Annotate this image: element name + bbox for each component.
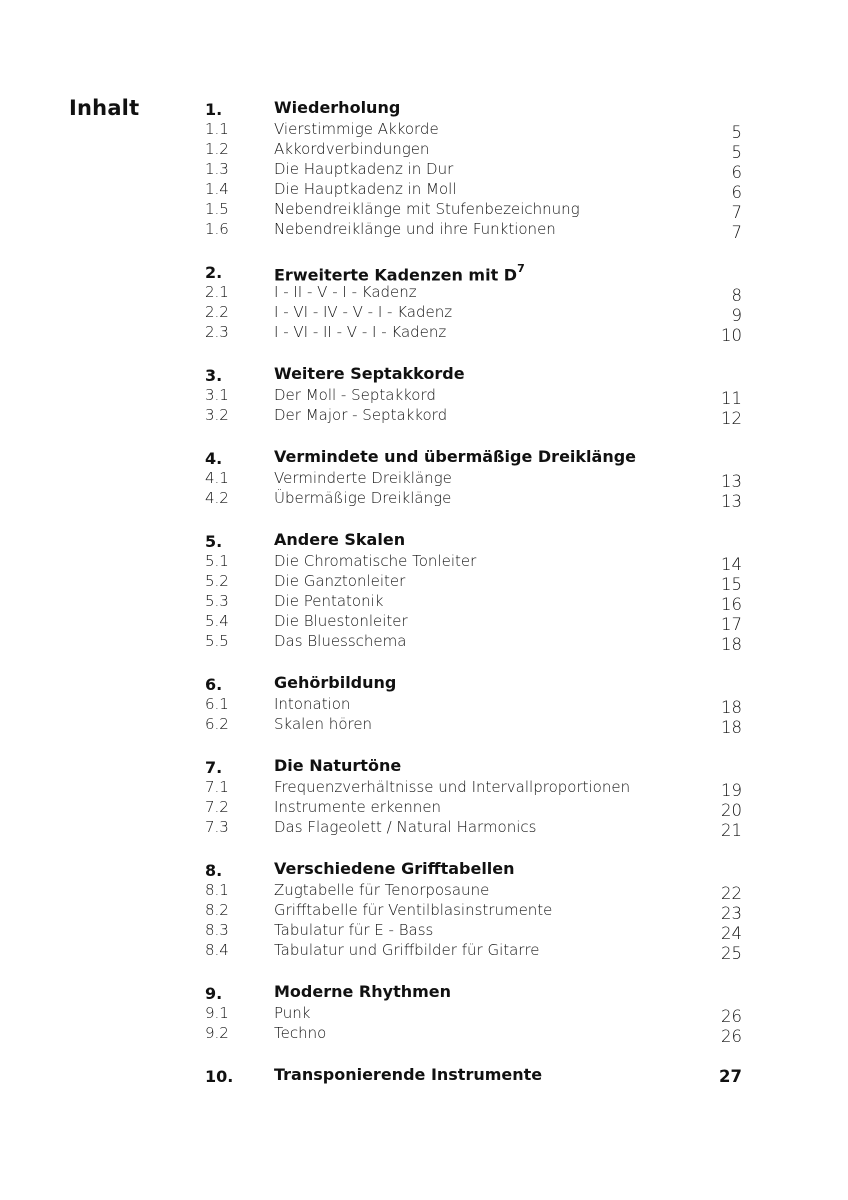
entry-title: Nebendreiklänge mit Stufenbezeichnung (274, 200, 580, 218)
section-title (274, 96, 400, 119)
section-title (274, 362, 465, 385)
toc-entry (205, 302, 750, 325)
toc-section (205, 754, 750, 840)
page-number: 25 (721, 944, 742, 963)
entry-number: 8.3 (205, 921, 229, 939)
section-number: 3. (205, 366, 223, 385)
page-number: 18 (721, 635, 742, 654)
section-title-text: Erweiterte Kadenzen mit D (274, 265, 518, 285)
section-heading (205, 980, 750, 1003)
section-number: 8. (205, 861, 223, 880)
entry-number: 5.5 (205, 632, 229, 650)
page-number: 19 (721, 781, 742, 800)
page-number: 18 (721, 718, 742, 737)
section-heading (205, 857, 750, 880)
toc-entry (205, 139, 750, 162)
page-number: 8 (731, 286, 742, 305)
section-number: 4. (205, 449, 223, 468)
entry-number: 4.2 (205, 489, 229, 507)
entry-title: Der Major - Septakkord (274, 406, 448, 424)
page-number: 10 (721, 326, 742, 345)
entry-title: Die Chromatische Tonleiter (274, 552, 477, 570)
toc-section (205, 528, 750, 654)
entry-number: 1.1 (205, 120, 229, 138)
entry-title: Frequenzverhältnisse und Intervallproportionen (274, 778, 631, 796)
entry-number: 8.2 (205, 901, 229, 919)
toc-entry (205, 777, 750, 800)
page-number: 9 (731, 306, 742, 325)
entry-title: I - VI - II - V - I - Kadenz (274, 323, 447, 341)
entry-number: 3.1 (205, 386, 229, 404)
toc-entry (205, 940, 750, 963)
entry-title: Die Hauptkadenz in Dur (274, 160, 454, 178)
entry-title: Die Pentatonik (274, 592, 384, 610)
toc-entry (205, 159, 750, 182)
section-title-text: Weitere Septakkorde (274, 364, 465, 383)
toc-section (205, 671, 750, 737)
page-number: 24 (721, 924, 742, 943)
section-title-text: Transponierende Instrumente (274, 1065, 543, 1084)
toc-entry (205, 405, 750, 428)
page-number: 26 (721, 1027, 742, 1046)
toc-entry (205, 694, 750, 717)
entry-number: 6.2 (205, 715, 229, 733)
toc-entry (205, 880, 750, 903)
section-title (274, 980, 451, 1003)
entry-title: Instrumente erkennen (274, 798, 442, 816)
page-number: 21 (721, 821, 742, 840)
toc-section (205, 445, 750, 511)
entry-number: 1.6 (205, 220, 229, 238)
page-title: Inhalt (69, 96, 140, 120)
superscript: 7 (517, 262, 525, 275)
page-number: 6 (731, 183, 742, 202)
toc-section (205, 1063, 750, 1086)
toc-entry (205, 322, 750, 345)
toc-section (205, 259, 750, 345)
toc-entry (205, 797, 750, 820)
section-title-text: Vermindete und übermäßige Dreiklänge (274, 447, 637, 466)
section-heading (205, 445, 750, 468)
page-number: 16 (721, 595, 742, 614)
toc-entry (205, 119, 750, 142)
entry-title: Zugtabelle für Tenorposaune (274, 881, 490, 899)
section-title-text: Moderne Rhythmen (274, 982, 452, 1001)
entry-title: Das Bluesschema (274, 632, 407, 650)
entry-title: Tabulatur und Griffbilder für Gitarre (274, 941, 540, 959)
page-number: 13 (721, 492, 742, 511)
section-heading (205, 96, 750, 119)
page-number: 26 (721, 1007, 742, 1026)
page-number: 7 (731, 203, 742, 222)
section-title (274, 857, 515, 880)
section-title-text: Die Naturtöne (274, 756, 402, 775)
page-number: 12 (721, 409, 742, 428)
entry-title: Die Ganztonleiter (274, 572, 406, 590)
entry-title: Die Hauptkadenz in Moll (274, 180, 457, 198)
entry-number: 6.1 (205, 695, 229, 713)
entry-title: I - VI - IV - V - I - Kadenz (274, 303, 453, 321)
toc-entry (205, 920, 750, 943)
table-of-contents (205, 96, 750, 1106)
toc-section (205, 96, 750, 242)
entry-number: 5.1 (205, 552, 229, 570)
entry-title: Die Bluestonleiter (274, 612, 408, 630)
section-number: 6. (205, 675, 223, 694)
section-title (274, 671, 396, 694)
toc-entry (205, 282, 750, 305)
section-title-text: Wiederholung (274, 98, 401, 117)
entry-title: Grifftabelle für Ventilblasinstrumente (274, 901, 553, 919)
entry-title: Das Flageolett / Natural Harmonics (274, 818, 537, 836)
section-heading (205, 362, 750, 385)
entry-number: 8.4 (205, 941, 229, 959)
toc-entry (205, 571, 750, 594)
toc-entry (205, 1023, 750, 1046)
entry-number: 1.2 (205, 140, 229, 158)
page-number: 17 (721, 615, 742, 634)
entry-number: 4.1 (205, 469, 229, 487)
section-number: 2. (205, 263, 223, 282)
page-number: 15 (721, 575, 742, 594)
toc-entry (205, 551, 750, 574)
toc-entry (205, 179, 750, 202)
section-title-text: Gehörbildung (274, 673, 397, 692)
section-heading (205, 528, 750, 551)
entry-number: 7.2 (205, 798, 229, 816)
entry-title: Tabulatur für E - Bass (274, 921, 434, 939)
entry-title: Akkordverbindungen (274, 140, 430, 158)
section-number: 9. (205, 984, 223, 1003)
entry-number: 5.4 (205, 612, 229, 630)
page-number: 22 (721, 884, 742, 903)
toc-entry (205, 900, 750, 923)
entry-number: 9.2 (205, 1024, 229, 1042)
page-number: 20 (721, 801, 742, 820)
page-number: 13 (721, 472, 742, 491)
page-number: 5 (731, 123, 742, 142)
entry-number: 2.3 (205, 323, 229, 341)
entry-title: Verminderte Dreiklänge (274, 469, 452, 487)
toc-entry (205, 488, 750, 511)
entry-number: 1.3 (205, 160, 229, 178)
section-number: 5. (205, 532, 223, 551)
section-title-text: Verschiedene Grifftabellen (274, 859, 515, 878)
entry-number: 9.1 (205, 1004, 229, 1022)
section-number: 10. (205, 1067, 234, 1086)
page-number: 23 (721, 904, 742, 923)
toc-section (205, 362, 750, 428)
page-number: 7 (731, 223, 742, 242)
section-number: 1. (205, 100, 223, 119)
page-number: 27 (719, 1067, 742, 1086)
entry-title: Vierstimmige Akkorde (274, 120, 439, 138)
entry-number: 1.4 (205, 180, 229, 198)
toc-entry (205, 714, 750, 737)
entry-title: Übermäßige Dreiklänge (274, 489, 452, 507)
toc-entry (205, 468, 750, 491)
toc-entry (205, 199, 750, 222)
section-heading (205, 259, 750, 285)
section-title (274, 754, 401, 777)
toc-section (205, 857, 750, 963)
section-title (274, 445, 636, 468)
toc-entry (205, 219, 750, 242)
entry-number: 1.5 (205, 200, 229, 218)
entry-number: 2.2 (205, 303, 229, 321)
entry-title: Intonation (274, 695, 351, 713)
entry-number: 2.1 (205, 283, 229, 301)
toc-entry (205, 591, 750, 614)
entry-title: I - II - V - I - Kadenz (274, 283, 417, 301)
toc-entry (205, 817, 750, 840)
entry-number: 5.2 (205, 572, 229, 590)
entry-number: 5.3 (205, 592, 229, 610)
section-number: 7. (205, 758, 223, 777)
page-number: 18 (721, 698, 742, 717)
section-title (274, 1063, 542, 1086)
page-number: 14 (721, 555, 742, 574)
entry-title: Nebendreiklänge und ihre Funktionen (274, 220, 556, 238)
entry-number: 7.1 (205, 778, 229, 796)
toc-entry (205, 611, 750, 634)
section-heading (205, 671, 750, 694)
entry-title: Techno (274, 1024, 327, 1042)
toc-entry (205, 1003, 750, 1026)
entry-number: 7.3 (205, 818, 229, 836)
section-title (274, 528, 405, 551)
page-number: 6 (731, 163, 742, 182)
page-number: 5 (731, 143, 742, 162)
entry-number: 8.1 (205, 881, 229, 899)
section-heading (205, 1063, 750, 1086)
page-number: 11 (721, 389, 742, 408)
toc-entry (205, 385, 750, 408)
entry-title: Der Moll - Septakkord (274, 386, 436, 404)
toc-section (205, 980, 750, 1046)
section-title-text: Andere Skalen (274, 530, 406, 549)
entry-title: Skalen hören (274, 715, 373, 733)
entry-title: Punk (274, 1004, 311, 1022)
section-heading (205, 754, 750, 777)
toc-entry (205, 631, 750, 654)
entry-number: 3.2 (205, 406, 229, 424)
